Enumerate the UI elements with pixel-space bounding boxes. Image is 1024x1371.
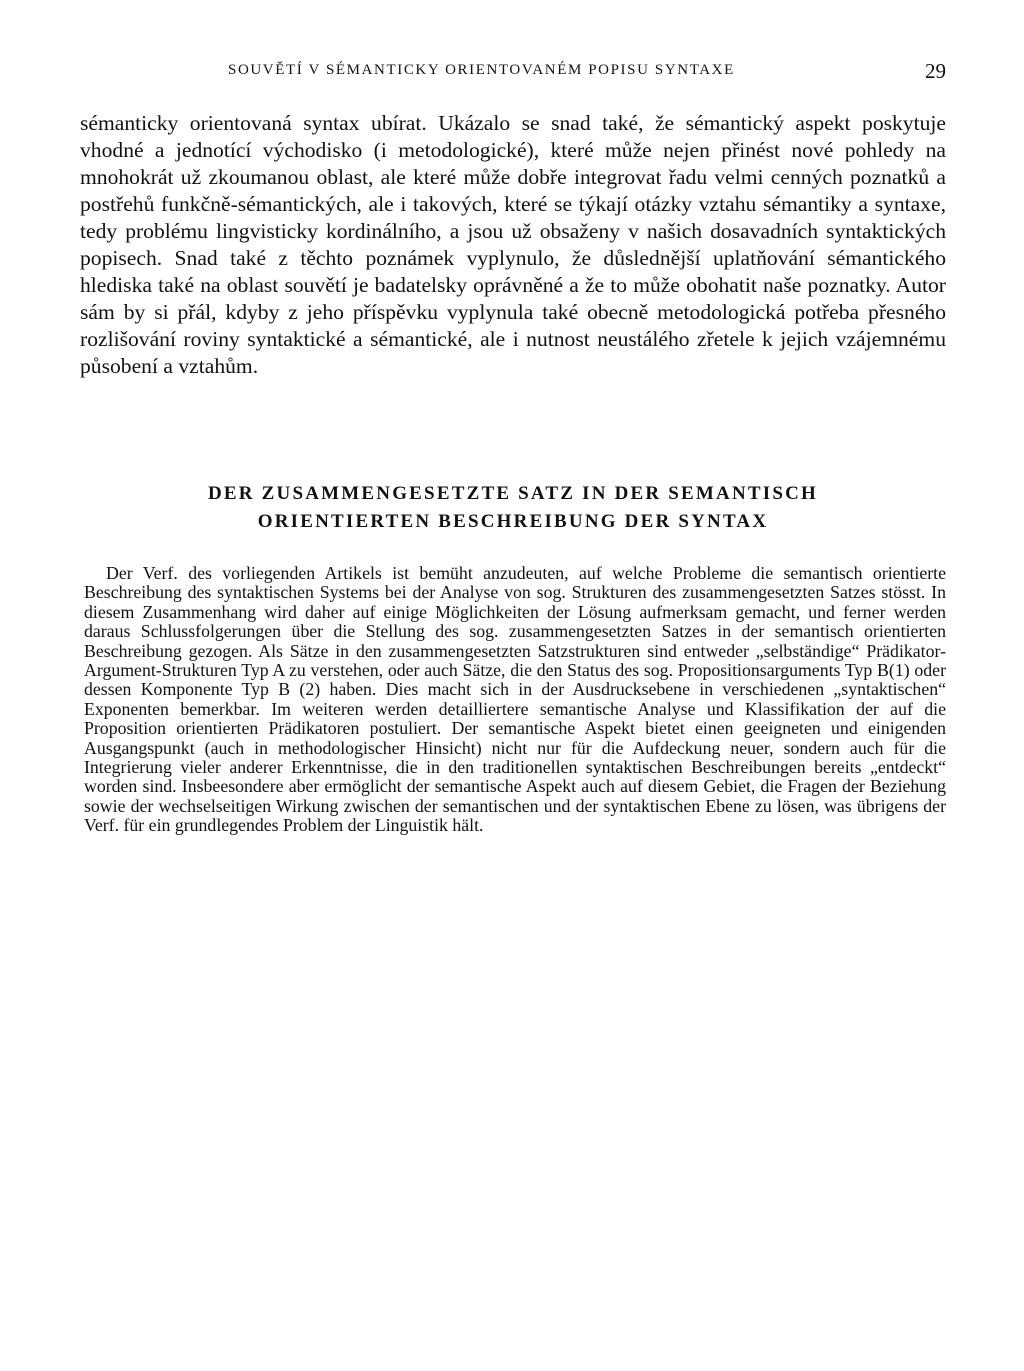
german-summary-paragraph: Der Verf. des vorliegenden Artikels ist bemüht anzudeuten, auf welche Probleme die semantisch orientierte Beschreibung des syntaktischen Systems bei der Analyse von sog. Strukturen des zusammengesetzten Satzes stösst. In diesem Zusammenhang wird daher auf einige Möglichkeiten der Lösung aufmerksam gemacht, und ferner werden daraus Schlussfolgerungen über die Stellung des sog. zusammengesetzten Satzes in der semantisch orientierten Beschreibung gezogen. Als Sätze in den zusammengesetzten Satzstrukturen sind entweder „selbständige“ Prädikator-Argument-Strukturen Typ A zu verstehen, oder auch Sätze, die den Status des sog. Propositionsarguments Typ B(1) oder dessen Komponente Typ B (2) haben. Dies macht sich in der Ausdrucksebene in verschiedenen „syntaktischen“ Exponenten bemerkbar. Im weiteren werden detailliertere semantische Analyse und Klassifikation der auf die Proposition orientierten Prädikatoren postuliert. Der semantische Aspekt bietet einen geeigneten und einigenden Ausgangspunkt (auch in methodologischer Hinsicht) nicht nur für die Aufdeckung neuer, sondern auch für die Integrierung vieler anderer Erkenntnisse, die in den traditionellen syntaktischen Beschreibungen bereits „entdeckt“ worden sind. Insbeesondere aber ermöglicht der semantische Aspekt auch auf diesem Gebiet, die Fragen der Beziehung sowie der wechselseitigen Wirkung zwischen der semantischen und der syntaktischen Ebene zu lösen, was übrigens der Verf. für ein grundlegendes Problem der Linguistik hält. [84,563,946,836]
summary-heading-line-2: ORIENTIERTEN BESCHREIBUNG DER SYNTAX [257,511,769,532]
running-header [80,59,946,86]
czech-paragraph: sémanticky orientovaná syntax ubírat. Ukázalo se snad také, že sémantický aspekt poskytuje vhodné a jednotící východisko (i metodologické), které může nejen přinést nové pohledy na mnohokrát už zkoumanou oblast, ale které může dobře integrovat řadu velmi cenných poznatků a postřehů funkčně-sémantických, ale i takových, které se týkají otázky vztahu sémantiky a syntaxe, tedy problému lingvisticky kordinálního, a jsou už obsaženy v našich dosavadních syntaktických popisech. Snad také z těchto poznámek vyplynulo, že důslednější uplatňování sémantického hlediska také na oblast souvětí je badatelsky oprávněné a že to může obohatit naše poznatky. Autor sám by si přál, kdyby z jeho příspěvku vyplynula také obecně metodologická potřeba přesného rozlišování roviny syntaktické a sémantické, ale i nutnost neustálého zřetele k jejich vzájemnému působení a vztahům. [80,111,946,378]
page-number: 29 [925,59,946,83]
summary-heading [80,480,946,536]
summary-heading-line-1: DER ZUSAMMENGESETZTE SATZ IN DER SEMANTISCH [208,483,818,504]
running-title: SOUVĚTÍ V SÉMANTICKY ORIENTOVANÉM POPISU SYNTAXE [228,62,735,78]
